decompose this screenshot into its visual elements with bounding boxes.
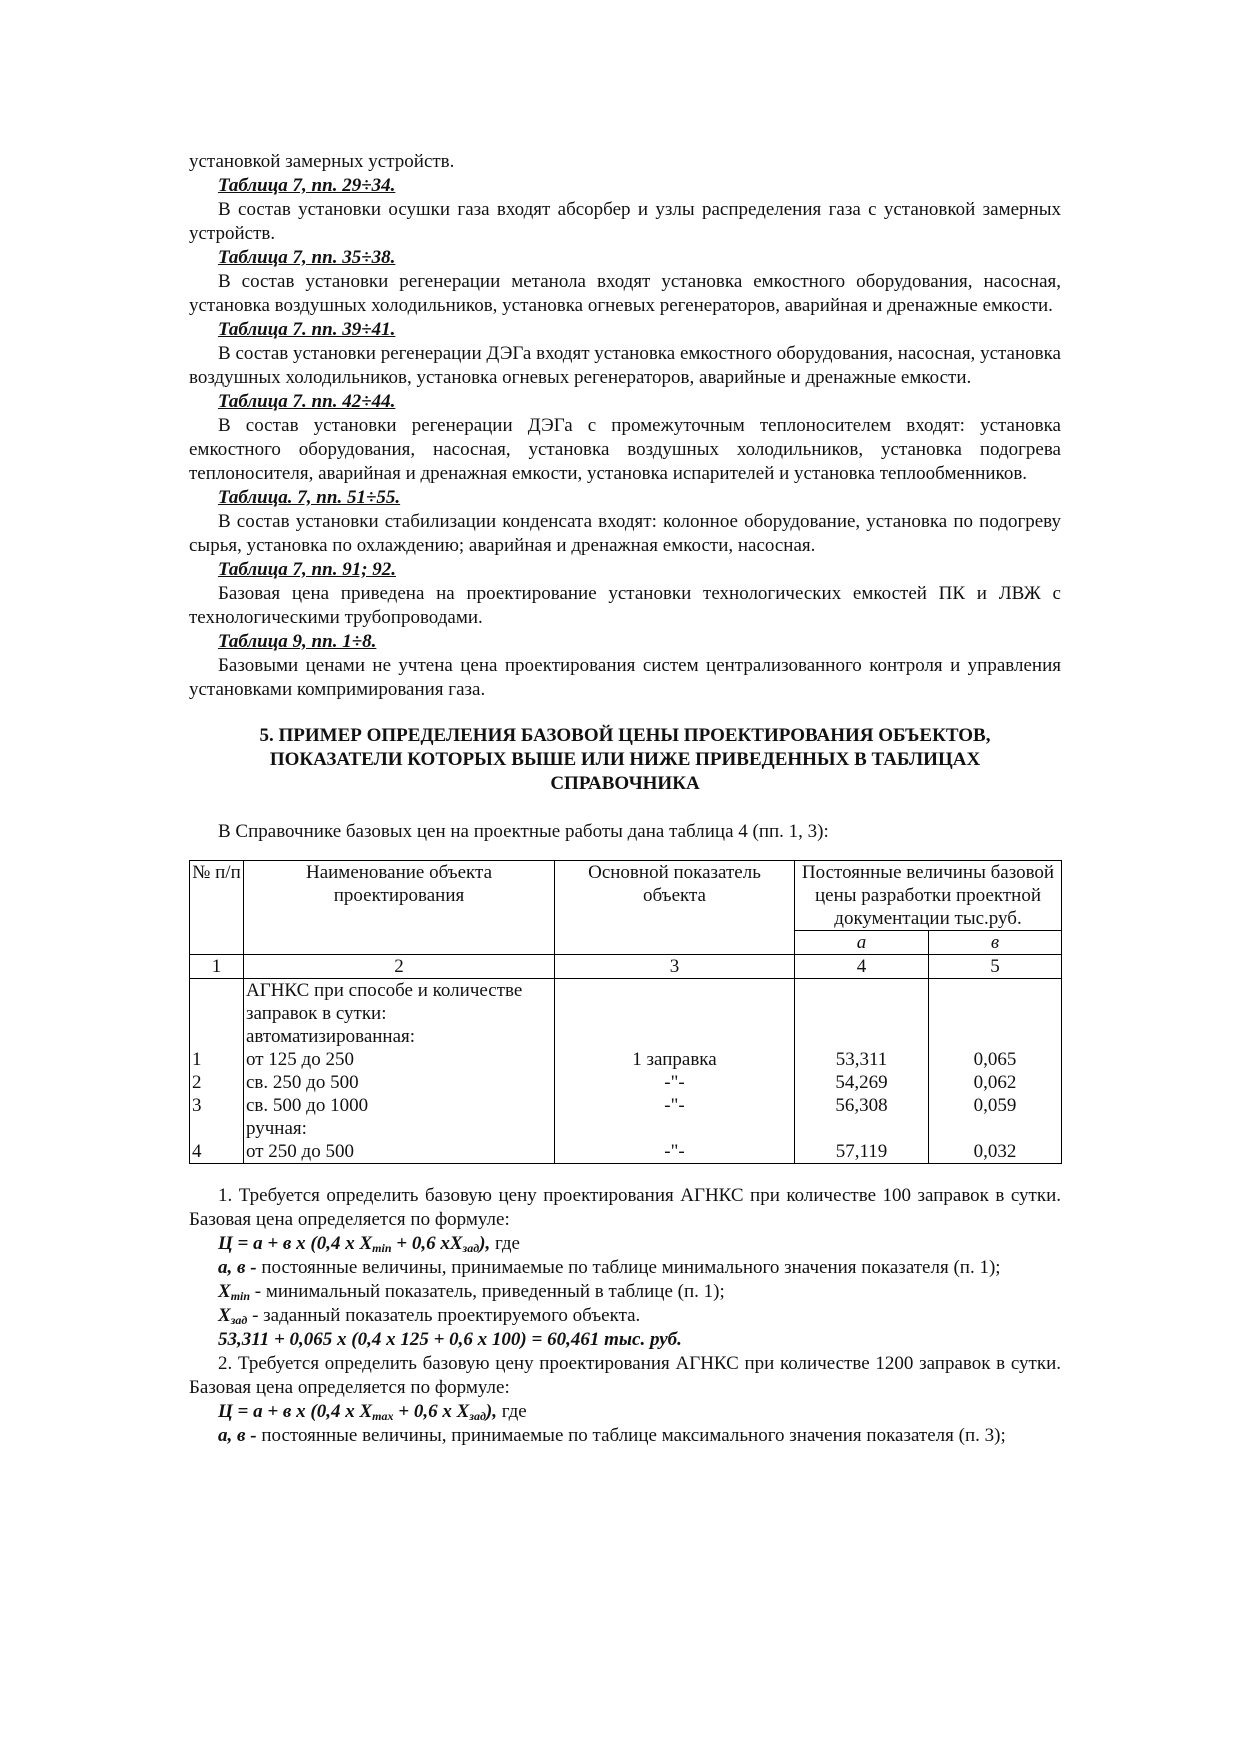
table-line-b <box>931 1117 1059 1140</box>
section-heading-line: СПРАВОЧНИКА <box>550 773 700 794</box>
example1-calculation: 53,311 + 0,065 х (0,4 х 125 + 0,6 х 100) = 60,461 тыс. руб. <box>218 1329 682 1350</box>
cell-a <box>795 979 929 1164</box>
table-line-name: ручная: <box>246 1118 307 1139</box>
table-line-name: св. 250 до 500 <box>246 1072 359 1093</box>
column-number: 5 <box>929 955 1062 979</box>
table-reference: Таблица 7. пп. 42÷44. <box>218 391 396 412</box>
table-line-num: 1 <box>192 1049 202 1070</box>
body-paragraph: Базовыми ценами не учтена цена проектирования систем централизованного контроля и управления установками компримирования газа. <box>189 655 1061 700</box>
table-line-b: 0,059 <box>973 1095 1017 1116</box>
table-line-b: 0,065 <box>973 1049 1017 1070</box>
body-paragraph: В состав установки регенерации метанола входят установка емкостного оборудования, насосная, установка воздушных холодильников, установка огневых регенераторов, аварийная и дренажные емкости. <box>189 271 1061 316</box>
body-paragraph: Базовая цена приведена на проектирование установки технологических емкостей ПК и ЛВЖ с технологическими трубопроводами. <box>189 583 1061 628</box>
table-reference: Таблица 7. пп. 39÷41. <box>218 319 396 340</box>
cell-name <box>244 979 555 1164</box>
body-paragraph: В состав установки регенерации ДЭГа входят установка емкостного оборудования, насосная, установка воздушных холодильников, установка огневых регенераторов, аварийные и дренажные емкости. <box>189 343 1061 388</box>
table-intro: В Справочнике базовых цен на проектные работы дана таблица 4 (пп. 1, 3): <box>218 821 829 842</box>
table-line-b <box>931 1002 1059 1025</box>
table-line-num: 2 <box>192 1072 202 1093</box>
table-reference: Таблица. 7, пп. 51÷55. <box>218 487 401 508</box>
table-line-name: св. 500 до 1000 <box>246 1095 369 1116</box>
table-line-a: 54,269 <box>835 1072 888 1093</box>
table-line-a <box>797 1117 926 1140</box>
table-line-a <box>797 979 926 1002</box>
body-paragraph: В состав установки регенерации ДЭГа с промежуточным теплоносителем входят: установка емкостного оборудования, насосная, установка воздушных холодильников, установка подогрева теплоносителя, аварийная и дренажная емкости, установка испарителей и установка теплообменников. <box>189 415 1061 484</box>
table-line-num: 3 <box>192 1095 202 1116</box>
body-paragraph: В состав установки стабилизации конденсата входят: колонное оборудование, установка по подогреву сырья, установка по охлаждению; аварийная и дренажная емкости, насосная. <box>189 511 1061 556</box>
table-line-ind: -"- <box>664 1141 685 1162</box>
table-line-name: АГНКС при способе и количестве <box>246 980 523 1001</box>
table-line-b: 0,062 <box>973 1072 1017 1093</box>
header-constants: Постоянные величины базовой цены разработки проектной документации тыс.руб. <box>795 861 1062 931</box>
example2-paragraph: 2. Требуется определить базовую цену проектирования АГНКС при количестве 1200 заправок в сутки. Базовая цена определяется по формуле: <box>189 1353 1061 1398</box>
table-line-name: заправок в сутки: <box>246 1003 387 1024</box>
table-line-b: 0,032 <box>973 1141 1017 1162</box>
table-reference: Таблица 7, пп. 35÷38. <box>218 247 396 268</box>
cell-num <box>190 979 244 1164</box>
document-page <box>189 150 1061 1448</box>
table-line-name: автоматизированная: <box>246 1026 416 1047</box>
table-line-ind <box>557 1002 792 1025</box>
example2-ab-definition: а, в - постоянные величины, принимаемые по таблице максимального значения показателя (п. 3); <box>218 1425 1006 1446</box>
text-blocks <box>189 150 1061 702</box>
table-line-ind: -"- <box>664 1095 685 1116</box>
section-heading <box>189 724 1061 796</box>
table-line-a <box>797 1025 926 1048</box>
price-table <box>189 860 1062 1164</box>
header-num: № п/п <box>190 861 244 955</box>
table-line-ind <box>557 1025 792 1048</box>
header-a: а <box>795 931 929 955</box>
table-line-ind: -"- <box>664 1072 685 1093</box>
table-line-num <box>192 1025 241 1048</box>
example1-xmin-definition: $X_{min}$ - минимальный показатель, приведенный в таблице (п. 1); <box>218 1281 725 1303</box>
column-number: 3 <box>555 955 795 979</box>
example1-formula: Ц = а + в х (0,4 х $X_{min} + 0,6$ $хX_{зад}$), где <box>218 1233 520 1255</box>
cell-b <box>929 979 1062 1164</box>
column-number: 1 <box>190 955 244 979</box>
example1-ab-definition: а, в - постоянные величины, принимаемые по таблице минимального значения показателя (п. 1); <box>218 1257 1001 1278</box>
column-number: 4 <box>795 955 929 979</box>
table-line-num <box>192 1117 241 1140</box>
table-line-a: 57,119 <box>835 1141 888 1162</box>
examples <box>189 1184 1061 1448</box>
table-line-name: от 125 до 250 <box>246 1049 354 1070</box>
header-b: в <box>929 931 1062 955</box>
header-indicator: Основной показатель объекта <box>555 861 795 955</box>
section-heading-line: ПОКАЗАТЕЛИ КОТОРЫХ ВЫШЕ ИЛИ НИЖЕ ПРИВЕДЕННЫХ В ТАБЛИЦАХ <box>269 749 981 770</box>
body-paragraph: В состав установки осушки газа входят абсорбер и узлы распределения газа с установкой замерных устройств. <box>189 199 1061 244</box>
table-line-b <box>931 979 1059 1002</box>
continued-paragraph: установкой замерных устройств. <box>189 151 455 172</box>
table-line-b <box>931 1025 1059 1048</box>
table-line-num <box>192 979 241 1002</box>
table-line-name: от 250 до 500 <box>246 1141 354 1162</box>
table-line-ind <box>557 1117 792 1140</box>
example2-formula: Ц = а + в х (0,4 х $X_{max} + 0,6$ х $X_{зад}$), где <box>218 1401 527 1423</box>
section-heading-line: 5. ПРИМЕР ОПРЕДЕЛЕНИЯ БАЗОВОЙ ЦЕНЫ ПРОЕКТИРОВАНИЯ ОБЪЕКТОВ, <box>259 725 991 746</box>
column-number: 2 <box>244 955 555 979</box>
table-line-ind: 1 заправка <box>632 1049 717 1070</box>
cell-indicator <box>555 979 795 1164</box>
table-line-num: 4 <box>192 1141 202 1162</box>
table-line-a: 56,308 <box>835 1095 888 1116</box>
table-line-ind <box>557 979 792 1002</box>
table-line-a <box>797 1002 926 1025</box>
table-reference: Таблица 9, пп. 1÷8. <box>218 631 377 652</box>
table-reference: Таблица 7, пп. 29÷34. <box>218 175 396 196</box>
table-line-a: 53,311 <box>835 1049 888 1070</box>
example1-paragraph: 1. Требуется определить базовую цену проектирования АГНКС при количестве 100 заправок в сутки. Базовая цена определяется по формуле: <box>189 1185 1061 1230</box>
header-name: Наименование объекта проектирования <box>244 861 555 955</box>
table-line-num <box>192 1002 241 1025</box>
example1-xzad-definition: $X_{зад}$ - заданный показатель проектируемого объекта. <box>218 1305 641 1327</box>
table-reference: Таблица 7, пп. 91; 92. <box>218 559 397 580</box>
